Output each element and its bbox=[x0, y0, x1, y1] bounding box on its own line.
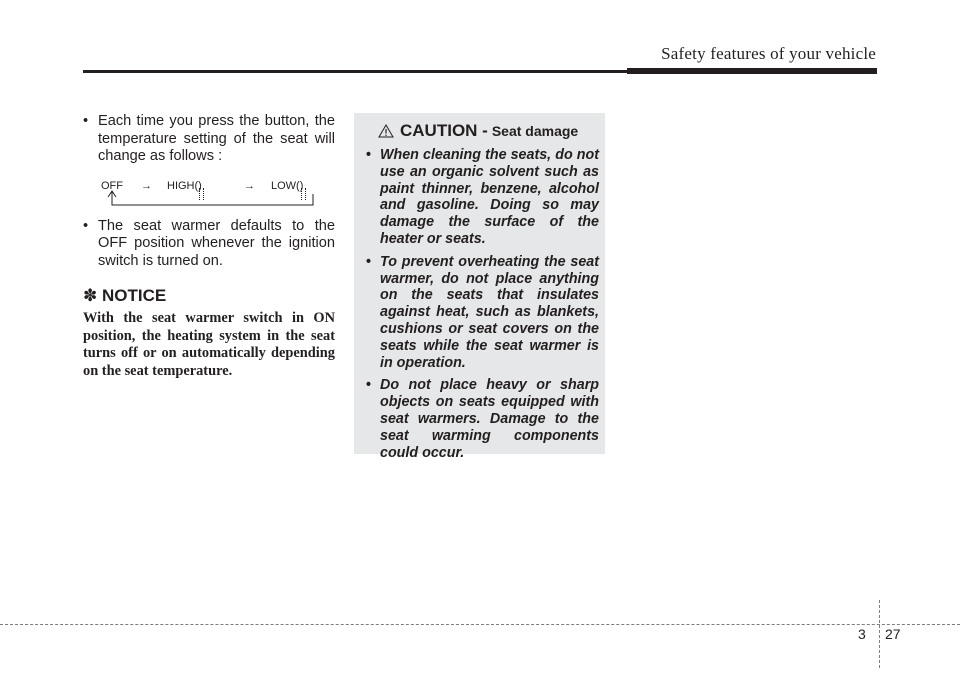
low-close: ) bbox=[299, 179, 304, 192]
caution-item bbox=[366, 254, 599, 372]
bullet-temperature-setting bbox=[83, 113, 335, 166]
footer-rule bbox=[0, 624, 960, 625]
chapter-number: 3 bbox=[858, 626, 866, 642]
bullet-dot: • bbox=[366, 147, 372, 163]
low-open: LOW( bbox=[271, 179, 300, 192]
page-number: 27 bbox=[885, 626, 901, 642]
high-open: HIGH( bbox=[167, 179, 199, 192]
sequence-high-label bbox=[167, 180, 202, 192]
caution-label: CAUTION - bbox=[400, 121, 488, 140]
caution-subtitle: Seat damage bbox=[491, 123, 579, 139]
heat-high-icon-2 bbox=[199, 188, 204, 200]
bullet-text: Each time you press the button, the temperature setting of the seat will change as follows : bbox=[98, 113, 335, 164]
caution-item-text: To prevent overheating the seat warmer, do not place anything on the seats that insulates against heat, such as blankets, cushions or seat covers on the seats while the seat warmer is in operation. bbox=[380, 253, 599, 371]
footer-divider bbox=[879, 600, 880, 668]
bullet-default-off bbox=[83, 218, 335, 271]
heat-low-icon bbox=[301, 188, 306, 200]
warning-triangle-icon bbox=[378, 124, 394, 138]
temperature-sequence-diagram bbox=[101, 172, 335, 216]
left-column bbox=[83, 113, 335, 380]
caution-item-text: When cleaning the seats, do not use an organic solvent such as paint thinner, benzene, alcohol and gasoline. Doing so may damage the surface of the heater or seats. bbox=[380, 147, 599, 247]
sequence-return-arrow bbox=[101, 172, 331, 216]
sequence-arrow-2: → bbox=[244, 179, 255, 192]
caution-item bbox=[366, 147, 599, 248]
bullet-text: The seat warmer defaults to the OFF position whenever the ignition switch is turned on. bbox=[98, 217, 335, 269]
caution-item-text: Do not place heavy or sharp objects on seats equipped with seat warmers. Damage to the seat warming components could occur. bbox=[380, 377, 599, 461]
bullet-dot: • bbox=[83, 113, 89, 129]
notice-text: With the seat warmer switch in ON position, the heating system in the seat turns off or on automatically depending on the seat temperature. bbox=[83, 310, 335, 379]
sequence-off-label: OFF bbox=[101, 179, 123, 192]
bullet-dot: • bbox=[83, 217, 89, 234]
header-rule-accent bbox=[627, 68, 877, 74]
bullet-dot: • bbox=[366, 253, 372, 270]
notice-title: ✽ NOTICE bbox=[83, 286, 167, 305]
high-close: ) bbox=[198, 179, 202, 192]
bullet-dot: • bbox=[366, 377, 372, 394]
caution-item bbox=[366, 377, 599, 461]
sequence-low-label bbox=[271, 180, 303, 192]
section-title: Safety features of your vehicle bbox=[661, 44, 876, 63]
caution-header bbox=[378, 121, 599, 141]
caution-box bbox=[354, 113, 605, 461]
sequence-arrow-1: → bbox=[141, 179, 152, 192]
